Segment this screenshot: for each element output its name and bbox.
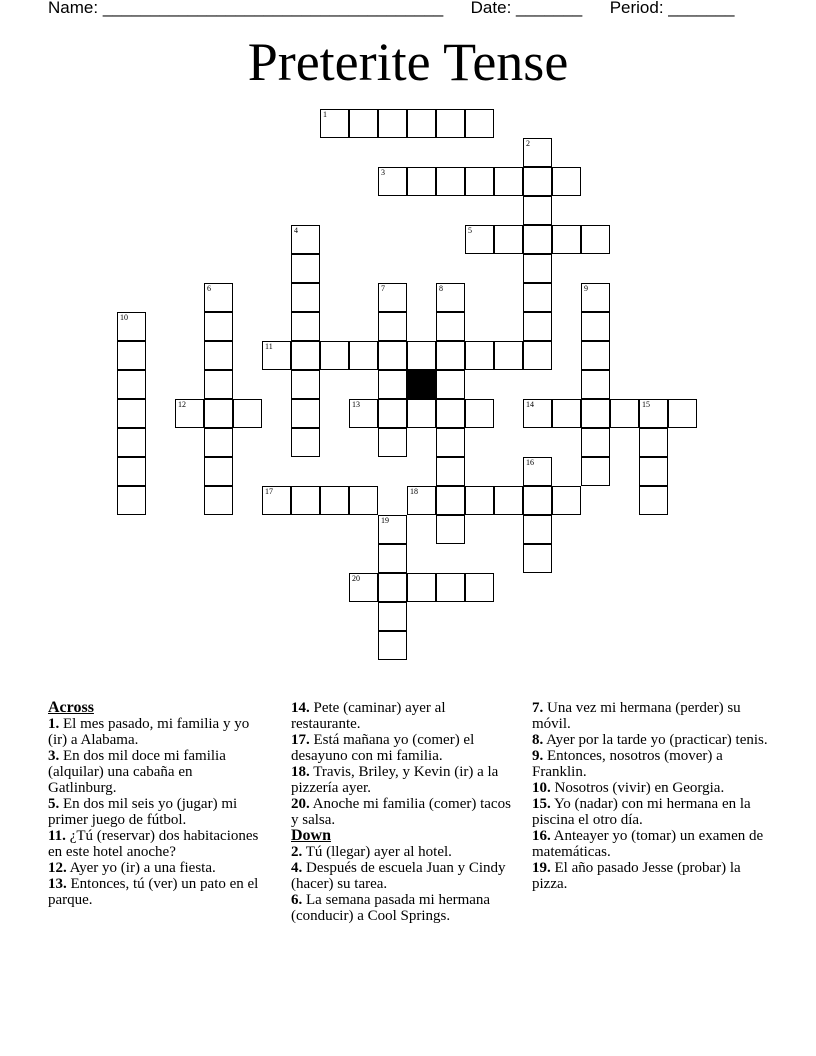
grid-cell[interactable] [465, 486, 494, 515]
grid-cell[interactable] [581, 312, 610, 341]
clue-item [532, 700, 772, 732]
section-heading: Across [48, 699, 94, 716]
grid-cell[interactable] [581, 341, 610, 370]
clue-item [532, 860, 772, 892]
grid-cell[interactable] [552, 486, 581, 515]
clue-text: Una vez mi hermana (perder) su móvil. [532, 700, 741, 732]
grid-cell[interactable] [378, 428, 407, 457]
name-label: Name: [48, 0, 99, 17]
clue-text: En dos mil doce mi familia (alquilar) una cabaña en Gatlinburg. [48, 748, 226, 796]
clue-number-label: 16 [526, 458, 534, 467]
grid-cell[interactable] [581, 457, 610, 486]
clue-text: El año pasado Jesse (probar) la pizza. [532, 860, 741, 892]
clue-column-2 [291, 700, 513, 924]
grid-cell[interactable] [494, 341, 523, 370]
grid-cell[interactable] [117, 486, 146, 515]
clue-text: Entonces, nosotros (mover) a Franklin. [532, 748, 723, 780]
clue-number-label: 19 [381, 516, 389, 525]
grid-cell[interactable] [407, 399, 436, 428]
clue-item [532, 780, 772, 796]
clue-item [291, 892, 513, 924]
clue-number-label: 17 [265, 487, 273, 496]
grid-cell[interactable] [378, 573, 407, 602]
grid-cell[interactable] [291, 399, 320, 428]
clue-text: Anteayer yo (tomar) un examen de matemáticas. [532, 828, 764, 860]
clue-number: 10. [532, 780, 551, 796]
clue-text: Pete (caminar) ayer al restaurante. [291, 700, 446, 732]
name-blank[interactable]: ____________________________________ [102, 0, 444, 17]
grid-cell[interactable] [465, 167, 494, 196]
clue-number: 4. [291, 860, 303, 876]
grid-cell[interactable] [349, 109, 378, 138]
grid-cell[interactable] [436, 312, 465, 341]
grid-cell[interactable] [291, 486, 320, 515]
grid-cell[interactable] [552, 225, 581, 254]
clue-item [48, 796, 263, 828]
clue-number: 15. [532, 796, 551, 812]
clue-number: 9. [532, 748, 544, 764]
clue-number-label: 3 [381, 168, 385, 177]
grid-cell[interactable] [291, 370, 320, 399]
clue-item [291, 844, 513, 860]
grid-cell[interactable] [117, 370, 146, 399]
clue-text: El mes pasado, mi familia y yo (ir) a Alabama. [48, 716, 250, 748]
clue-text: Nosotros (vivir) en Georgia. [550, 780, 725, 796]
clue-text: ¿Tú (reservar) dos habitaciones en este hotel anoche? [48, 828, 259, 860]
grid-cell[interactable] [523, 544, 552, 573]
clue-number-label: 2 [526, 139, 530, 148]
clue-text: Ayer por la tarde yo (practicar) tenis. [543, 732, 768, 748]
clue-number-label: 15 [642, 400, 650, 409]
clue-number: 18. [291, 764, 310, 780]
grid-cell[interactable] [523, 486, 552, 515]
clue-text: Está mañana yo (comer) el desayuno con mi familia. [291, 732, 475, 764]
grid-cell[interactable] [117, 399, 146, 428]
grid-cell[interactable] [465, 109, 494, 138]
grid-cell[interactable] [523, 341, 552, 370]
clue-text: Yo (nadar) con mi hermana en la piscina el otro día. [532, 796, 751, 828]
clue-number-label: 5 [468, 226, 472, 235]
clue-item [532, 732, 772, 748]
clue-number: 13. [48, 876, 67, 892]
clue-number-label: 8 [439, 284, 443, 293]
clue-item [48, 828, 263, 860]
clue-number: 8. [532, 732, 544, 748]
page-title: Preterite Tense [247, 32, 569, 92]
clue-number: 11. [48, 828, 66, 844]
grid-cell[interactable] [523, 254, 552, 283]
clue-number-label: 18 [410, 487, 418, 496]
grid-cell[interactable] [378, 631, 407, 660]
clue-number: 20. [291, 796, 310, 812]
clue-item [532, 796, 772, 828]
grid-cell[interactable] [436, 428, 465, 457]
clue-number-label: 14 [526, 400, 534, 409]
clue-number: 5. [48, 796, 60, 812]
clue-number-label: 4 [294, 226, 298, 235]
grid-cell[interactable] [581, 428, 610, 457]
grid-cell[interactable] [610, 399, 639, 428]
date-label: Date: [470, 0, 512, 17]
clue-text: Travis, Briley, y Kevin (ir) a la pizzería ayer. [291, 764, 499, 796]
clue-number: 3. [48, 748, 60, 764]
grid-cell[interactable] [494, 225, 523, 254]
grid-cell[interactable] [407, 341, 436, 370]
grid-cell[interactable] [465, 573, 494, 602]
grid-cell[interactable] [581, 370, 610, 399]
grid-cell[interactable] [204, 428, 233, 457]
clue-item [48, 860, 263, 876]
clue-text: Tú (llegar) ayer al hotel. [302, 844, 452, 860]
clue-text: Anoche mi familia (comer) tacos y salsa. [291, 796, 511, 828]
grid-cell[interactable] [378, 602, 407, 631]
clue-item [48, 716, 263, 748]
clue-text: En dos mil seis yo (jugar) mi primer juego de fútbol. [48, 796, 238, 828]
grid-cell[interactable] [407, 573, 436, 602]
section-heading: Down [291, 827, 332, 844]
grid-cell[interactable] [581, 225, 610, 254]
clue-number-label: 10 [120, 313, 128, 322]
clue-item [291, 732, 513, 764]
grid-cell[interactable] [639, 428, 668, 457]
grid-cell[interactable] [378, 341, 407, 370]
clue-item [48, 748, 263, 796]
grid-cell[interactable] [465, 341, 494, 370]
grid-cell[interactable] [436, 573, 465, 602]
grid-cell[interactable] [436, 370, 465, 399]
grid-cell[interactable] [291, 283, 320, 312]
grid-cell[interactable] [349, 486, 378, 515]
clue-item [532, 828, 772, 860]
clue-number-label: 11 [265, 342, 273, 351]
clue-text: Ayer yo (ir) a una fiesta. [66, 860, 216, 876]
clue-number-label: 7 [381, 284, 385, 293]
period-blank[interactable]: _______ [668, 0, 735, 17]
grid-cell[interactable] [117, 341, 146, 370]
clue-number-label: 12 [178, 400, 186, 409]
grid-cell[interactable] [436, 341, 465, 370]
clue-number: 2. [291, 844, 303, 860]
clue-number-label: 6 [207, 284, 211, 293]
grid-cell[interactable] [552, 167, 581, 196]
grid-cell[interactable] [378, 544, 407, 573]
grid-cell[interactable] [291, 341, 320, 370]
grid-cell[interactable] [639, 457, 668, 486]
clue-text: Entonces, tú (ver) un pato en el parque. [48, 876, 259, 908]
clue-item [291, 700, 513, 732]
grid-cell[interactable] [233, 399, 262, 428]
grid-cell[interactable] [378, 109, 407, 138]
clue-item [291, 764, 513, 796]
grid-cell[interactable] [320, 341, 349, 370]
grid-cell[interactable] [117, 457, 146, 486]
grid-cell[interactable] [552, 399, 581, 428]
grid-cell[interactable] [291, 428, 320, 457]
grid-cell[interactable] [204, 312, 233, 341]
clue-number: 6. [291, 892, 303, 908]
grid-cell[interactable] [407, 109, 436, 138]
clue-number-label: 13 [352, 400, 360, 409]
grid-cell[interactable] [436, 167, 465, 196]
grid-cell[interactable] [436, 457, 465, 486]
grid-cell[interactable] [436, 109, 465, 138]
grid-cell[interactable] [204, 399, 233, 428]
clue-item [291, 796, 513, 828]
grid-cell[interactable] [378, 312, 407, 341]
grid-cell[interactable] [523, 225, 552, 254]
grid-cell[interactable] [494, 167, 523, 196]
grid-cell[interactable] [523, 196, 552, 225]
grid-cell[interactable] [291, 312, 320, 341]
clue-number-label: 1 [323, 110, 327, 119]
clue-number: 1. [48, 716, 60, 732]
grid-cell[interactable] [494, 486, 523, 515]
grid-cell[interactable] [465, 399, 494, 428]
grid-cell[interactable] [117, 428, 146, 457]
clue-number-label: 20 [352, 574, 360, 583]
grid-cell[interactable] [639, 486, 668, 515]
grid-cell[interactable] [523, 312, 552, 341]
clue-column-3 [532, 700, 772, 892]
clue-text: La semana pasada mi hermana (conducir) a Cool Springs. [291, 892, 491, 924]
grid-cell[interactable] [668, 399, 697, 428]
grid-cell[interactable] [291, 254, 320, 283]
grid-cell[interactable] [349, 341, 378, 370]
grid-cell[interactable] [436, 486, 465, 515]
grid-cell[interactable] [204, 370, 233, 399]
grid-cell[interactable] [204, 486, 233, 515]
clue-text: Después de escuela Juan y Cindy (hacer) su tarea. [291, 860, 506, 892]
grid-cell[interactable] [581, 399, 610, 428]
grid-cell[interactable] [523, 283, 552, 312]
grid-cell[interactable] [378, 399, 407, 428]
grid-cell[interactable] [436, 515, 465, 544]
clue-number: 7. [532, 700, 544, 716]
grid-cell[interactable] [378, 370, 407, 399]
grid-cell[interactable] [204, 457, 233, 486]
black-square [407, 370, 436, 399]
grid-cell[interactable] [204, 341, 233, 370]
clue-item [48, 876, 263, 908]
clue-number: 14. [291, 700, 310, 716]
grid-cell[interactable] [407, 167, 436, 196]
grid-cell[interactable] [523, 515, 552, 544]
clue-number: 16. [532, 828, 551, 844]
clue-number: 19. [532, 860, 551, 876]
clue-column-1 [48, 700, 263, 908]
clue-number: 12. [48, 860, 67, 876]
clue-item [291, 860, 513, 892]
grid-cell[interactable] [523, 167, 552, 196]
clue-number: 17. [291, 732, 310, 748]
clue-item [532, 748, 772, 780]
grid-cell[interactable] [436, 399, 465, 428]
period-label: Period: [609, 0, 664, 17]
date-blank[interactable]: _______ [516, 0, 583, 17]
clue-number-label: 9 [584, 284, 588, 293]
grid-cell[interactable] [320, 486, 349, 515]
